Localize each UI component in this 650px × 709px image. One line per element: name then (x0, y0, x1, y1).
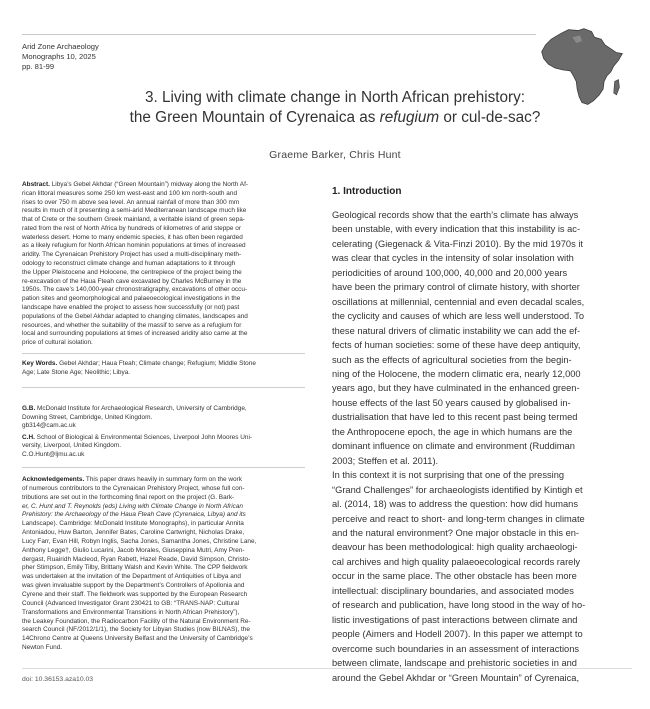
acknowledgements-label: Acknowledgements. (22, 476, 85, 483)
acknowledgements: Acknowledgements. This paper draws heavily in summary form on the work of numerous contributors to the Cyrenaican Prehistory Project, whose full con- tributions are set out in the forthcoming final report on the project (G. Bark- er, C. Hunt and T. Reynolds (eds) Living with Climate Change in North African Prehistory: the Archaeology of the Haua Fteah Cave (Cyrenaica, Libya) and its Landscape). Cambridge: McDonald Institute Monographs), in particular Annita Antoniadou, Huw Barton, Jennifer Bates, Caroline Cartwright, Nicholas Drake, Lucy Farr, Evan Hill, Robyn Inglis, Sacha Jones, Samantha Jones, Christine Lane, Anthony Legge†, Giulio Lucarini, Jacob Morales, Giuseppina Mutri, Amy Pren- dergast, Ruairidh Macleod, Ryan Rabett, Hazel Reade, David Simpson, Christo- pher Stimpson, Emily Tilby, Brittany Walsh and Kevin White. The CPP fieldwork was undertaken at the invitation of the Department of Antiquities of Libya and was given invaluable support by the Department’s Controllers of Apollonia and Cyrene and their staff. The fieldwork was supported by the European Research Council (Advanced Investigator Grant 230421 to GB: “TRANS-NAP: Cultural Transformations and Environmental Transitions in North African Prehistory”), the Leakey Foundation, the Radiocarbon Facility of the Natural Environment Re- search Council (NF/2012/1/1), the Society for Libyan Studies (now BILNAS), the 14Chrono Centre at Queens University Belfast and the University of Cambridge’s Newton Fund. (22, 476, 257, 652)
authors: Graeme Barker, Chris Hunt (269, 149, 401, 161)
journal-info (22, 42, 99, 73)
title-line-1: 3. Living with climate change in North African prehistory: (144, 89, 526, 106)
affiliation-rule (22, 467, 305, 468)
title-line-2: the Green Mountain of Cyrenaica as refugium or cul-de-sac? (129, 109, 541, 126)
abstract-label: Abstract. (22, 181, 50, 188)
affiliations (22, 405, 305, 460)
keywords: Key Words. Gebel Akhdar; Haua Fteah; Climate change; Refugium; Middle Stone Age; Late Stone Age; Neolithic; Libya. (22, 360, 256, 376)
affiliation-ch: C.H. School of Biological & Environmental Sciences, Liverpool John Moores Uni- versity, Liverpool, United Kingdom. C.O.Hunt@ljmu.ac.uk (22, 434, 305, 460)
section-heading-wrap (332, 186, 632, 197)
abstract: Abstract. Libya’s Gebel Akhdar (“Green Mountain”) midway along the North Af- rican littoral measures some 250 km west-east and 100 km north-south and rises to over 750 m above sea level. An annual rainfall of more than 300 mm results in much of it presenting a semi-arid Mediterranean landscape much like that of Crete or the southern Greek mainland, a veritable island of green sepa- rated from the rest of North Africa by hundreds of kilometres of arid steppe or waterless desert. Home to many endemic species, it has often been regarded as a likely refugium for North African hominin populations at times of increased aridity. The Cyrenaican Prehistory Project has used a multi-disciplinary meth- odology to reconstruct climate change and human adaptations to it through the Upper Pleistocene and Holocene, the centrepiece of the project being the re-excavation of the Haua Fteah cave excavated by Charles McBurney in the 1950s. The cave’s 140,000-year chronostratigraphy, excavations of other occu- pation sites and geomorphological and palaeoecological investigations in the landscape have enabled the project to assess how successfully (or not) past populations of the Gebel Akhdar adapted to changing climates, landscapes and resources, and whether the suitability of the massif to serve as a refugium for local and surrounding populations at times of increased aridity also came at the price of cultural isolation. (22, 181, 249, 347)
section-heading: 1. Introduction (332, 186, 402, 197)
abstract-rule (22, 353, 305, 354)
doi[interactable]: doi: 10.36153.aza10.03 (22, 676, 94, 683)
email-gb[interactable]: gb314@cam.ac.uk (22, 422, 76, 430)
journal-volume: Monographs 10, 2025 (22, 52, 96, 62)
journal-name: Arid Zone Archaeology (22, 42, 99, 51)
paper-title (70, 88, 600, 128)
keywords-rule (22, 387, 305, 388)
affiliation-gb: G.B. McDonald Institute for Archaeological Research, University of Cambridge, Downing Street, Cambridge, United Kingdom. gb314@cam.ac.uk (22, 405, 305, 431)
email-ch[interactable]: C.O.Hunt@ljmu.ac.uk (22, 450, 85, 458)
section-body: Geological records show that the earth’s climate has always been unstable, with every indication that this instability is ac- celerating (Giegenack & Vita-Finzi 2010). By the mid 1970s it was clear that cycles in the intensity of solar insolation with periodicities of around 100,000, 40,000 and 20,000 years have been the primary control of climate history, with shorter oscillations at millennial, centennial and even decadal scales, the cyclicity and causes of which are less well understood. To these natural drivers of climatic instability we can add the ef- fects of human societies: some of these have deep antiquity, such as the effects of agricultural societies from the begin- ning of the Holocene, the modern climatic era, nearly 12,000 years ago, but they have culminated in the enhanced green- house effects of the last 50 years caused by globalised in- dustrialisation that have led to this recent past being termed the Anthropocene epoch, the age in which humans are the dominant influence on climate and environment (Ruddiman 2003; Steffen et al. 2011). In this context it is not surprising that one of the pressing “Grand Challenges” for archaeologists identified by Kintigh et al. (2014, 18) was to address the question: how did humans perceive and react to short- and long-term changes in climate and the natural environment? One major obstacle in this en- deavour has been methodological: high quality archaeologi- cal archives and high quality palaeoecological records rarely occur in the same place. The other obstacle has been more intellectual: disciplinary boundaries, and associated modes of research and publication, have long stood in the way of ho- listic investigations of past interactions between climate and people (Aimers and Hodell 2007). In this paper we attempt to overcome such boundaries in an assessment of interactions between climate, landscape and prehistoric societies in and around the Gebel Akhdar or “Green Mountain” of Cyrenaica, (332, 210, 586, 683)
keywords-label: Key Words. (22, 360, 58, 367)
header-rule (22, 34, 536, 35)
journal-pages: pp. 81-99 (22, 62, 55, 72)
